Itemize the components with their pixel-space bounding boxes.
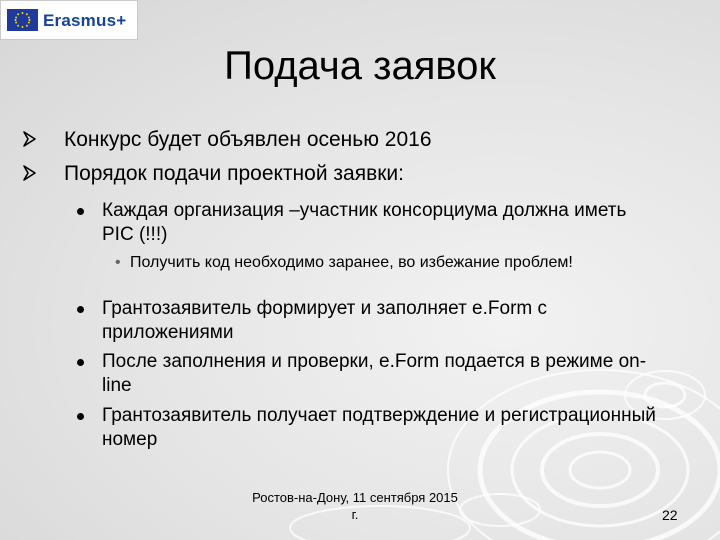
- sub-bullet-text: Грантозаявитель формирует и заполняет e.Form с приложениями: [102, 298, 547, 343]
- bullet-text: Конкурс будет объявлен осенью 2016: [64, 128, 432, 151]
- sub-bullet-text: Каждая организация –участник консорциума должна иметь PIC (!!!): [102, 200, 627, 245]
- dot-bullet-icon: [77, 359, 84, 366]
- dot-bullet-icon: [77, 208, 84, 215]
- sub-sub-bullet-text: Получить код необходимо заранее, во избежание проблем!: [130, 254, 573, 271]
- dot-bullet-icon: [77, 413, 84, 420]
- sub-bullet-text: Грантозаявитель получает подтверждение и регистрационный номер: [102, 405, 656, 450]
- page-number: 22: [662, 507, 678, 523]
- erasmus-logo: [0, 0, 138, 40]
- dot-bullet-icon: [77, 306, 84, 313]
- footer-place-date: Ростов-на-Дону, 11 сентября 2015 г.: [252, 490, 458, 522]
- slide-title: Подача заявок: [224, 44, 496, 88]
- arrow-bullet-icon: [22, 128, 38, 150]
- bullet-text: Порядок подачи проектной заявки:: [64, 162, 404, 185]
- logo-text: Erasmus+: [43, 11, 127, 30]
- arrow-bullet-icon: [22, 162, 38, 184]
- small-dot-bullet-icon: •: [115, 254, 121, 271]
- eu-flag-icon: [7, 9, 38, 31]
- sub-bullet-text: После заполнения и проверки, e.Form подается в режиме on-line: [102, 351, 647, 396]
